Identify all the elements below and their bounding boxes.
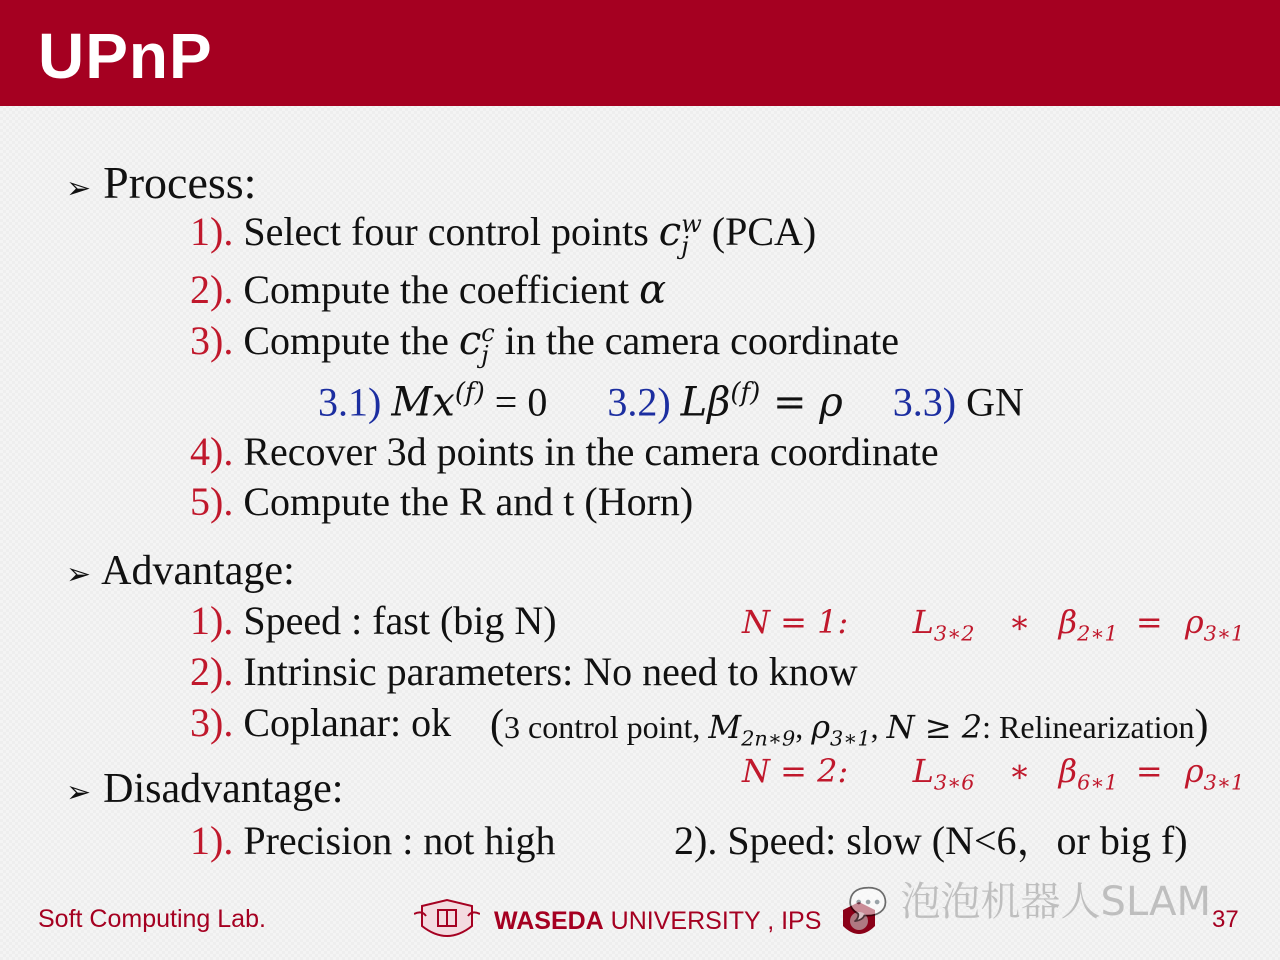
disadvantage-item-1 — [190, 818, 556, 863]
process-item-2 — [190, 267, 667, 313]
bullet-arrow-icon: ➢ — [66, 557, 92, 592]
advantage-section — [66, 550, 295, 592]
item-number: 2). — [190, 267, 234, 312]
process-substeps: 3.1) $Mx^{(f)} = 0$ 3.2) $L\beta^{(f)} = \rho$ 3.3) GN — [318, 378, 1024, 426]
substep-number: 3.2) — [607, 379, 671, 425]
chat-bubble-icon: 💬 — [848, 885, 888, 923]
substep-number: 3.3) — [892, 379, 957, 425]
substep-text: GN — [966, 379, 1024, 425]
advantage-item-1 — [190, 598, 557, 643]
title-bar — [0, 0, 1280, 106]
substep-number: 3.1) — [318, 379, 382, 425]
footer-lab-name: Soft Computing Lab. — [38, 905, 266, 933]
math-symbol: c — [458, 318, 482, 364]
item-number: 1). — [190, 209, 234, 254]
math-symbol: c — [658, 209, 682, 255]
disadvantage-heading: Disadvantage: — [103, 766, 344, 812]
item-text: Compute the R and t (Horn) — [243, 479, 694, 524]
process-item-3: 3). Compute the c c j in the camera coordinate — [190, 318, 899, 369]
advantage-item-2 — [190, 649, 858, 694]
item-number: 2). — [190, 649, 234, 694]
item-number: 5). — [190, 479, 234, 524]
item-text: Coplanar: ok — [243, 700, 452, 745]
advantage-item-3 — [190, 700, 452, 745]
substep-math: Mx — [391, 379, 455, 426]
item-text: Recover 3d points in the camera coordinate — [243, 429, 939, 474]
substep-math: Lβ — [680, 379, 731, 426]
item-text: Precision : not high — [243, 818, 556, 863]
page-number: 37 — [1212, 906, 1239, 933]
slide-title: UPnP — [38, 20, 213, 92]
item-number: 1). — [190, 818, 234, 863]
bullet-arrow-icon: ➢ — [66, 171, 92, 206]
process-item-1: 1). Select four control points c w j (PCA) — [190, 209, 817, 260]
watermark: 💬 泡泡机器人SLAM — [848, 879, 1212, 925]
bullet-arrow-icon: ➢ — [66, 775, 92, 810]
advantage-heading: Advantage: — [101, 548, 295, 594]
item-text: Compute the — [243, 318, 459, 363]
footer-university: WASEDA UNIVERSITY , IPS — [494, 907, 822, 935]
item-text: Compute the coefficient — [243, 267, 640, 312]
waseda-crest-icon — [414, 896, 480, 946]
item-number: 3). — [190, 700, 234, 745]
disadvantage-item-2: 2). Speed: slow (N<6，or big f) — [674, 818, 1188, 863]
item-text: Intrinsic parameters: No need to know — [243, 649, 858, 694]
item-number: 4). — [190, 429, 234, 474]
math-symbol: α — [639, 267, 667, 313]
item-text: Speed : fast (big N) — [243, 598, 557, 643]
process-section — [66, 157, 257, 208]
item-number: 3). — [190, 318, 234, 363]
process-item-5 — [190, 479, 694, 524]
process-item-4 — [190, 429, 939, 474]
disadvantage-section — [66, 768, 343, 810]
equation-n1: N = 1: $L_{3∗2}$ ∗ $\beta_{2∗1} = \rho_{3∗1}$ — [742, 603, 1245, 646]
coplanar-note: (3 control point, $M_{2n∗9}$, $\rho_{3∗1}$, N ≥ 2: Relinearization) — [490, 702, 1209, 751]
item-number: 1). — [190, 598, 234, 643]
item-text-after: (PCA) — [701, 209, 817, 254]
process-heading: Process: — [103, 157, 257, 208]
item-text-after: in the camera coordinate — [494, 318, 899, 363]
equation-n2: N = 2: $L_{3∗6}$ ∗ $\beta_{6∗1} = \rho_{3∗1}$ — [742, 752, 1245, 795]
item-text: Select four control points — [243, 209, 659, 254]
